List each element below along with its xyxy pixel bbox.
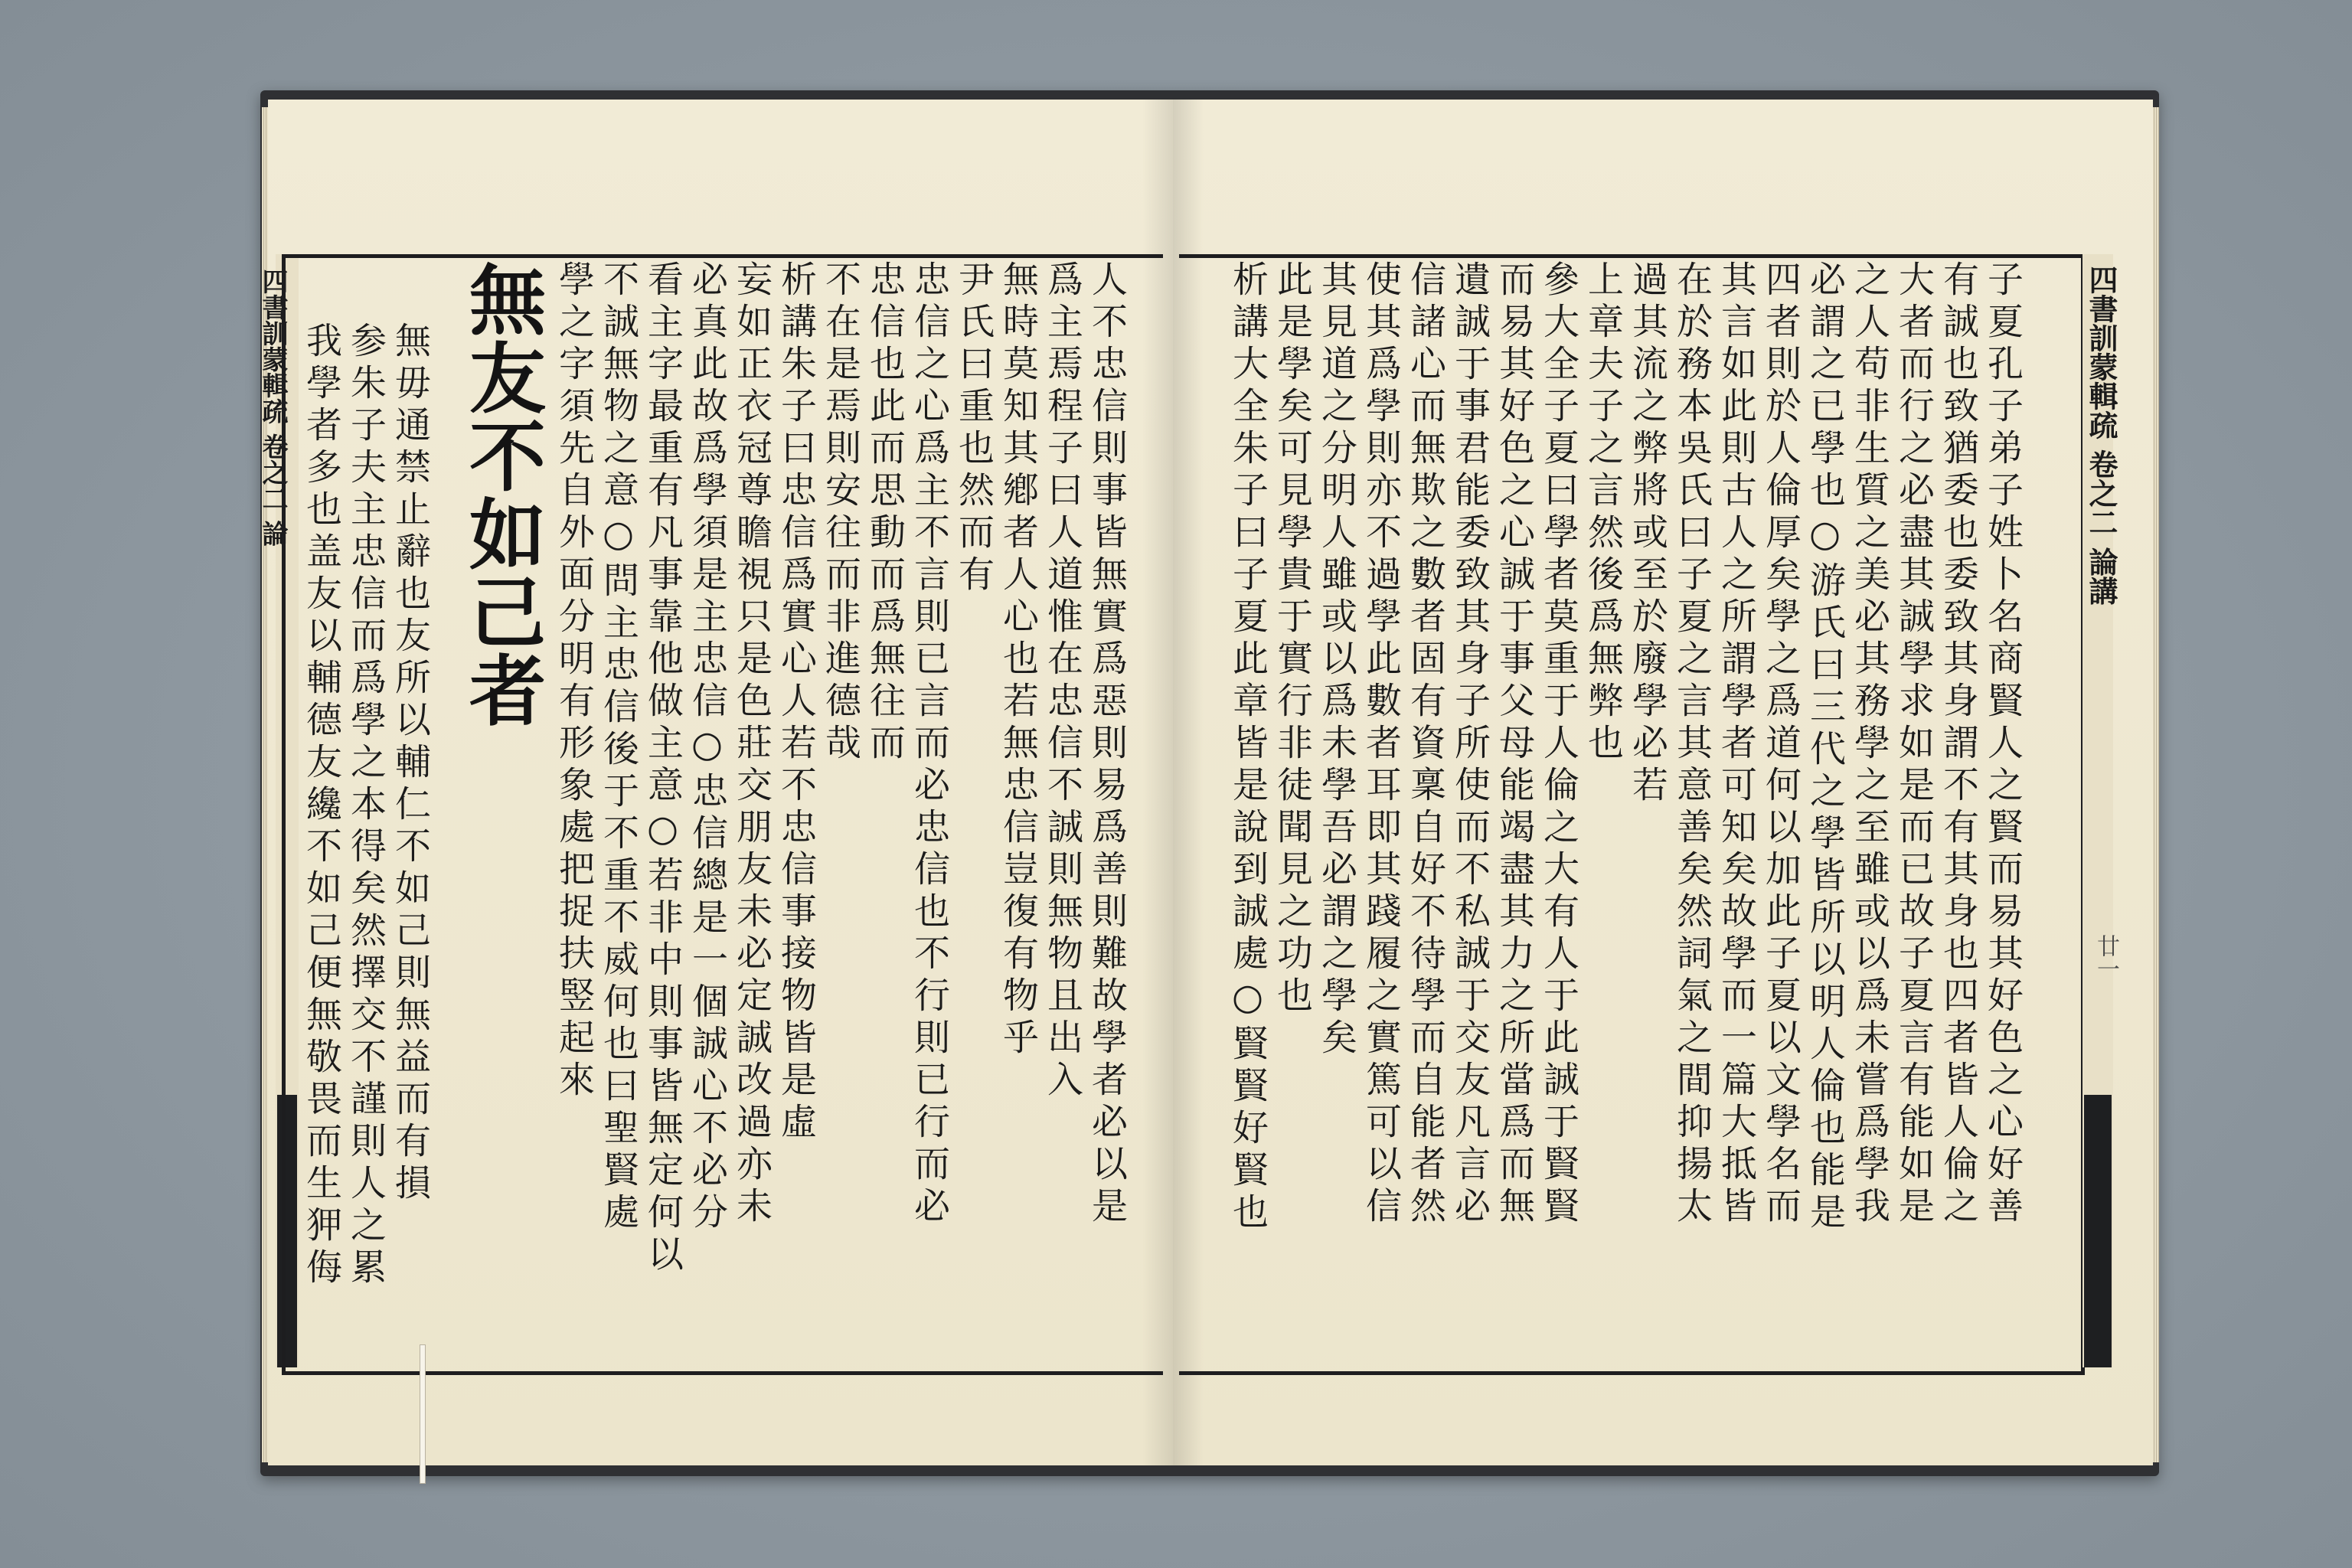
text-column: 人不忠信則事皆無實爲惡則易爲善則難故學者必以是 bbox=[1086, 260, 1128, 1229]
text-column: 析講大全朱子曰子夏此章皆是說到誠處○賢賢好賢也 bbox=[1227, 260, 1269, 1235]
text-column: 信諸心而無欺之數者固有資稟自好不待學而自能者然 bbox=[1404, 260, 1446, 1229]
right-margin-title: 四書訓蒙輯疏 卷之二 論講 bbox=[2084, 265, 2118, 606]
text-column: 其見道之分明人雖或以爲未學吾必謂之學矣 bbox=[1315, 260, 1357, 1060]
text-column: 尹氏曰重也然而有 bbox=[952, 260, 995, 597]
text-column: 有誠也致猶委也委致其身謂不有其身也四者皆人倫之 bbox=[1937, 260, 1979, 1229]
text-column: 上章夫子之言然後爲無弊也 bbox=[1582, 260, 1624, 766]
text-column: 參大全子夏曰學者莫重于人倫之大有人于此誠于賢賢 bbox=[1537, 260, 1579, 1229]
text-column: 妄如正衣冠尊瞻視只是色莊交朋友未必定誠改過亦未 bbox=[730, 260, 773, 1229]
left-main-text-block bbox=[551, 260, 1129, 1363]
text-column: 必真此故爲學須是主忠信○忠信總是一個誠心不必分 bbox=[686, 260, 728, 1235]
text-column: 大者而行之必盡其誠學求如是而已故子夏言有能如是 bbox=[1893, 260, 1935, 1229]
text-column: 其言如此則古人之所謂學者可知矣故學而一篇大抵皆 bbox=[1715, 260, 1757, 1229]
text-column: 無毋通禁止辭也友所以輔仁不如己則無益而有損 bbox=[389, 322, 431, 1206]
text-column: 學之字須先自外面分明有形象處把捉扶竪起來 bbox=[553, 260, 595, 1102]
text-column: 不誠無物之意○問主忠信後于不重不威何也曰聖賢處 bbox=[597, 260, 639, 1235]
text-column: 之人苟非生質之美必其務學之至雖或以爲未嘗爲學我 bbox=[1848, 260, 1890, 1229]
section-heading: 無友不如己者 bbox=[456, 260, 547, 729]
text-column: 看主字最重有凡事靠他做主意○若非中則事皆無定何以 bbox=[642, 260, 684, 1277]
left-commentary-block bbox=[299, 322, 432, 1363]
text-column: 在於務本吳氏曰子夏之言其意善矣然詞氣之間抑揚太 bbox=[1671, 260, 1713, 1229]
right-main-text-block bbox=[1225, 260, 2024, 1363]
text-column: 我學者多也盖友以輔德友纔不如己便無敬畏而生狎侮 bbox=[300, 322, 342, 1290]
binding-string bbox=[420, 1344, 426, 1484]
text-column: 参朱子夫主忠信而爲學之本得矣然擇交不謹則人之累 bbox=[345, 322, 387, 1290]
text-column: 忠信之心爲主不言則已言而必忠信也不行則已行而必 bbox=[908, 260, 950, 1229]
text-column: 無時莫知其鄕者人心也若無忠信豈復有物乎 bbox=[997, 260, 1039, 1060]
text-column: 過其流之弊將或至於廢學必若 bbox=[1626, 260, 1668, 808]
text-column: 此是學矣可見學貴于實行非徒聞見之功也 bbox=[1271, 260, 1313, 1018]
text-column: 子夏孔子弟子姓卜名商賢人之賢而易其好色之心好善 bbox=[1981, 260, 2024, 1229]
text-column: 析講朱子曰忠信爲實心人若不忠信事接物皆是虛 bbox=[775, 260, 817, 1145]
text-column: 必謂之已學也○游氏曰三代之學皆所以明人倫也能是 bbox=[1804, 260, 1846, 1235]
text-column: 而易其好色之心誠于事父母能竭盡其力之所當爲而無 bbox=[1493, 260, 1535, 1229]
text-column: 使其爲學則亦不過學此數者耳即其踐履之實篤可以信 bbox=[1360, 260, 1402, 1229]
text-column: 爲主焉程子曰人道惟在忠信不誠則無物且出入 bbox=[1041, 260, 1083, 1102]
right-margin-black-band bbox=[2084, 1095, 2112, 1367]
left-margin-title: 四書訓蒙輯疏 卷之二 論 bbox=[257, 268, 288, 547]
text-column: 不在是焉則安往而非進德哉 bbox=[819, 260, 861, 766]
text-column: 四者則於人倫厚矣學之爲道何以加此子夏以文學名而 bbox=[1759, 260, 1802, 1229]
text-column: 遺誠于事君能委致其身子所使而不私誠于交友凡言必 bbox=[1449, 260, 1491, 1229]
page-number: 廿一 bbox=[2092, 934, 2119, 980]
text-column: 忠信也此而思動而爲無往而 bbox=[864, 260, 906, 766]
